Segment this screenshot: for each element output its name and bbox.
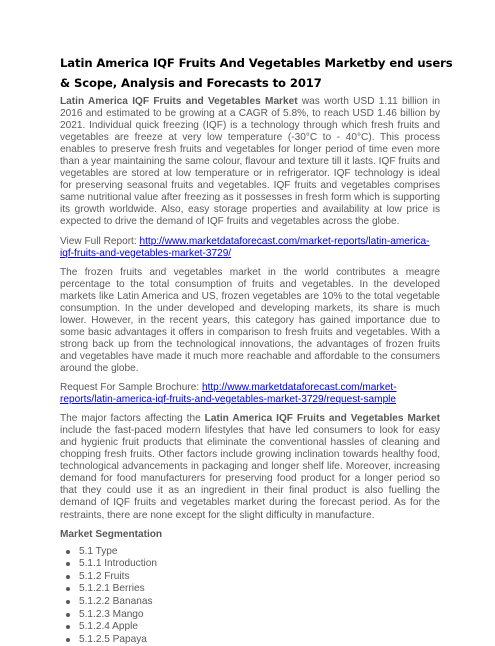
segmentation-list — [60, 546, 440, 646]
sample-brochure-link[interactable]: http://www.marketdataforecast.com/market-reports/latin-america-iqf-fruits-and-vegetables-market-3729/request-sample — [60, 382, 397, 406]
sample-paragraph — [60, 382, 440, 406]
document-body — [60, 96, 440, 646]
list-item: 5.1 Type — [60, 546, 440, 559]
sample-label: Request For Sample Brochure: — [60, 382, 202, 394]
full-report-link[interactable]: http://www.marketdataforecast.com/market-reports/latin-america-iqf-fruits-and-vegetables-market-3729/ — [60, 235, 430, 259]
list-item: 5.1.2.4 Apple — [60, 621, 440, 634]
document-title: Latin America IQF Fruits And Vegetables Marketby end users & Scope, Analysis and Forecasts to 2017 — [60, 56, 453, 90]
bullet-icon — [66, 575, 70, 579]
full-report-paragraph — [60, 236, 440, 260]
bullet-icon — [66, 600, 70, 604]
bullet-icon — [66, 625, 70, 629]
bullet-icon — [66, 550, 70, 554]
market-name-bold: Latin America IQF Fruits and Vegetables Market — [204, 413, 441, 425]
list-item: 5.1.2.5 Papaya — [60, 634, 440, 646]
bullet-icon — [66, 613, 70, 617]
factors-paragraph — [60, 413, 440, 521]
bullet-icon — [66, 562, 70, 566]
list-item: 5.1.2 Fruits — [60, 571, 440, 584]
market-overview-paragraph: The frozen fruits and vegetables market in the world contributes a meagre percentage to the total consumption of fruits and vegetables. In the developed markets like Latin America and US, frozen vegetables are 10% to the total vegetable consumption. In the under developed and developing markets, its share is much lower. However, in the recent years, this category has gained importance due to some basic advantages it offers in comparison to fresh fruits and vegetables. With a strong back up from the technological innovations, the advantages of frozen fruits and vegetables have made it much more reachable and affordable to the consumers around the globe. — [60, 266, 440, 374]
intro-paragraph — [60, 96, 440, 229]
segmentation-heading: Market Segmentation — [60, 528, 163, 540]
factors-text-before: The major factors affecting the — [60, 413, 205, 425]
full-report-label: View Full Report: — [60, 235, 140, 247]
list-item: 5.1.2.1 Berries — [60, 583, 440, 596]
intro-text: was worth USD 1.11 billion in 2016 and estimated to be growing at a CAGR of 5.8%, to reach USD 1.46 billion by 2021. Individual quick freezing (IQF) is a technology through which fresh fruits and vegetables are freeze at very low temperature (-30°C to - 40°C). This process enables to preserve fresh fruits and vegetables for longer period of time even more than a year maintaining the same colour, flavour and texture till it lasts. IQF fruits and vegetables are stored at low temperature or in refrigerator. IQF technology is ideal for preserving seasonal fruits and vegetables. IQF fruits and vegetables comprises same nutritional value after freezing as it possesses in fresh form which is supporting its growth worldwide. Also, easy storage properties and availability at low price is expected to drive the demand of IQF fruits and vegetables across the globe. — [60, 96, 440, 228]
list-item: 5.1.2.2 Bananas — [60, 596, 440, 609]
market-name-bold: Latin America IQF Fruits and Vegetables Market — [60, 96, 298, 107]
list-item: 5.1.2.3 Mango — [60, 609, 440, 622]
list-item: 5.1.1 Introduction — [60, 558, 440, 571]
factors-text-after: include the fast-paced modern lifestyles that have led consumers to look for easy and hygienic fruit products that eliminate the conventional hassles of cleaning and chopping fresh fruits. Other factors include growing inclination towards healthy food, technological advancements in packaging and longer shelf life. Moreover, increasing demand for food manufacturers for preserving food product for a longer period so that they could use it as an ingredient in their final product is also fuelling the demand of IQF fruits and vegetables market during the forecast period. As for the restraints, there are none except for the slight difficulty in manufacture. — [60, 425, 440, 521]
bullet-icon — [66, 587, 70, 591]
